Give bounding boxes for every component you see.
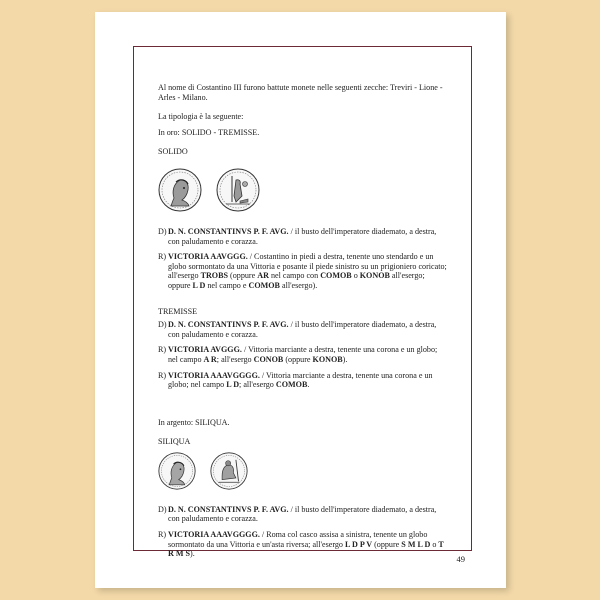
solido-mint-mark-ar: AR — [257, 271, 269, 281]
solido-reverse-description-part: all'esergo; oppure — [168, 271, 425, 290]
siliqua-heading: SILIQUA — [158, 437, 191, 447]
tremisse-reverse-1-description: / Vittoria marciante a destra, tenente una corona e un globo; nel campo — [168, 345, 438, 364]
intro-paragraph: Al nome di Costantino III furono battute monete nelle seguenti zecche: Treviri - Lione - Arles - Milano. — [158, 83, 443, 102]
solido-mint-mark-comob: COMOB — [320, 271, 352, 281]
solido-reverse-description: / Costantino in piedi a destra, tenente uno stendardo e un globo sormontato da una Vittoria e posante il piede sinistro su un prigioniero coricato; all'esergo — [168, 252, 447, 281]
tremisse-field-mark-ld: L D — [226, 380, 240, 390]
tremisse-reverse-2-side: R) — [158, 370, 167, 380]
siliqua-reverse-coin-image — [210, 452, 248, 490]
tremisse-reverse-2-description-part: ; all'esergo — [239, 380, 276, 390]
tipologia-line: La tipologia è la seguente: — [158, 112, 244, 122]
solido-mint-mark-konob: KONOB — [359, 271, 390, 281]
solido-mint-mark-ld: L D — [192, 280, 206, 290]
siliqua-coin-images — [158, 451, 448, 491]
tremisse-field-mark-ar: A R — [203, 354, 217, 364]
tremisse-reverse-2-description-part: . — [307, 380, 310, 390]
tremisse-mint-mark-konob: KONOB — [312, 354, 343, 364]
siliqua-obverse-legend: D. N. CONSTANTINVS P. F. AVG. — [168, 504, 289, 514]
tremisse-obverse-legend: D. N. CONSTANTINVS P. F. AVG. — [168, 320, 289, 330]
tremisse-reverse-entry-1 — [158, 345, 448, 364]
siliqua-mint-mark-trms: T R M S — [168, 539, 444, 559]
siliqua-obverse-coin-image — [158, 452, 196, 490]
solido-obverse-side: D) — [158, 226, 167, 236]
solido-heading: SOLIDO — [158, 147, 188, 157]
siliqua-reverse-legend: VICTORIA AAAVGGGG. — [168, 530, 260, 540]
siliqua-obverse-side: D) — [158, 504, 167, 514]
solido-coin-images — [158, 167, 448, 213]
tremisse-obverse-description: / il busto dell'imperatore diademato, a destra, con paludamento e corazza. — [168, 320, 437, 339]
siliqua-obverse-entry — [158, 505, 448, 524]
tremisse-reverse-2-legend: VICTORIA AAAVGGGG. — [168, 370, 260, 380]
siliqua-mint-mark-ldpv: L D P V — [345, 539, 373, 549]
page-content — [158, 83, 448, 565]
tremisse-reverse-1-side: R) — [158, 345, 167, 355]
silver-coins-line: In argento: SILIQUA. — [158, 417, 230, 427]
gold-coins-line: In oro: SOLIDO - TREMISSE. — [158, 127, 260, 137]
tremisse-mint-mark-comob: COMOB — [275, 380, 308, 390]
siliqua-reverse-description-part: o — [430, 539, 439, 549]
tremisse-obverse-entry — [158, 320, 448, 339]
book-page — [95, 12, 506, 588]
tremisse-heading: TREMISSE — [158, 306, 198, 316]
tremisse-reverse-entry-2 — [158, 371, 448, 390]
solido-reverse-entry — [158, 252, 448, 290]
solido-reverse-description-part: nel campo e — [205, 280, 249, 290]
solido-mint-mark-trobs: TROBS — [200, 271, 229, 281]
solido-mint-mark-comob-2: COMOB — [248, 280, 280, 290]
tremisse-obverse-side: D) — [158, 320, 167, 330]
tremisse-mint-mark-conob: CONOB — [253, 354, 284, 364]
tremisse-reverse-1-description-part: (oppure — [283, 354, 313, 364]
tremisse-reverse-1-description-part: ; all'esergo — [216, 354, 254, 364]
solido-obverse-coin-image — [158, 168, 202, 212]
tremisse-reverse-1-legend: VICTORIA AVGGG. — [168, 345, 242, 355]
solido-obverse-entry — [158, 227, 448, 246]
solido-reverse-description-part: nel campo con — [268, 271, 321, 281]
siliqua-reverse-description-part: ). — [190, 549, 195, 559]
solido-reverse-side: R) — [158, 252, 167, 262]
solido-reverse-description-part: all'esergo). — [279, 280, 318, 290]
solido-obverse-legend: D. N. CONSTANTINVS P. F. AVG. — [168, 226, 289, 236]
solido-reverse-description-part: (oppure — [228, 271, 258, 281]
page-number: 49 — [456, 554, 465, 564]
tremisse-reverse-1-description-part: ). — [342, 354, 348, 364]
siliqua-reverse-description-part: (oppure — [372, 539, 402, 549]
siliqua-obverse-description: / il busto dell'imperatore diademato, a destra, con paludamento e corazza. — [168, 504, 437, 524]
siliqua-reverse-entry — [158, 530, 448, 559]
siliqua-mint-mark-smld: S M L D — [401, 539, 431, 549]
solido-reverse-description-part: o — [351, 271, 360, 281]
solido-obverse-description: / il busto dell'imperatore diademato, a destra, con paludamento e corazza. — [168, 226, 437, 246]
solido-reverse-coin-image — [216, 168, 260, 212]
siliqua-reverse-side: R) — [158, 530, 167, 540]
siliqua-reverse-description: / Roma col casco assisa a sinistra, tenente un globo sormontato da una Vittoria e un'asta riversa; all'esergo — [168, 530, 428, 549]
tremisse-reverse-2-description: / Vittoria marciante a destra, tenente una corona e un globo; nel campo — [168, 370, 433, 390]
solido-reverse-legend: VICTORIA AAVGGG. — [168, 252, 248, 262]
